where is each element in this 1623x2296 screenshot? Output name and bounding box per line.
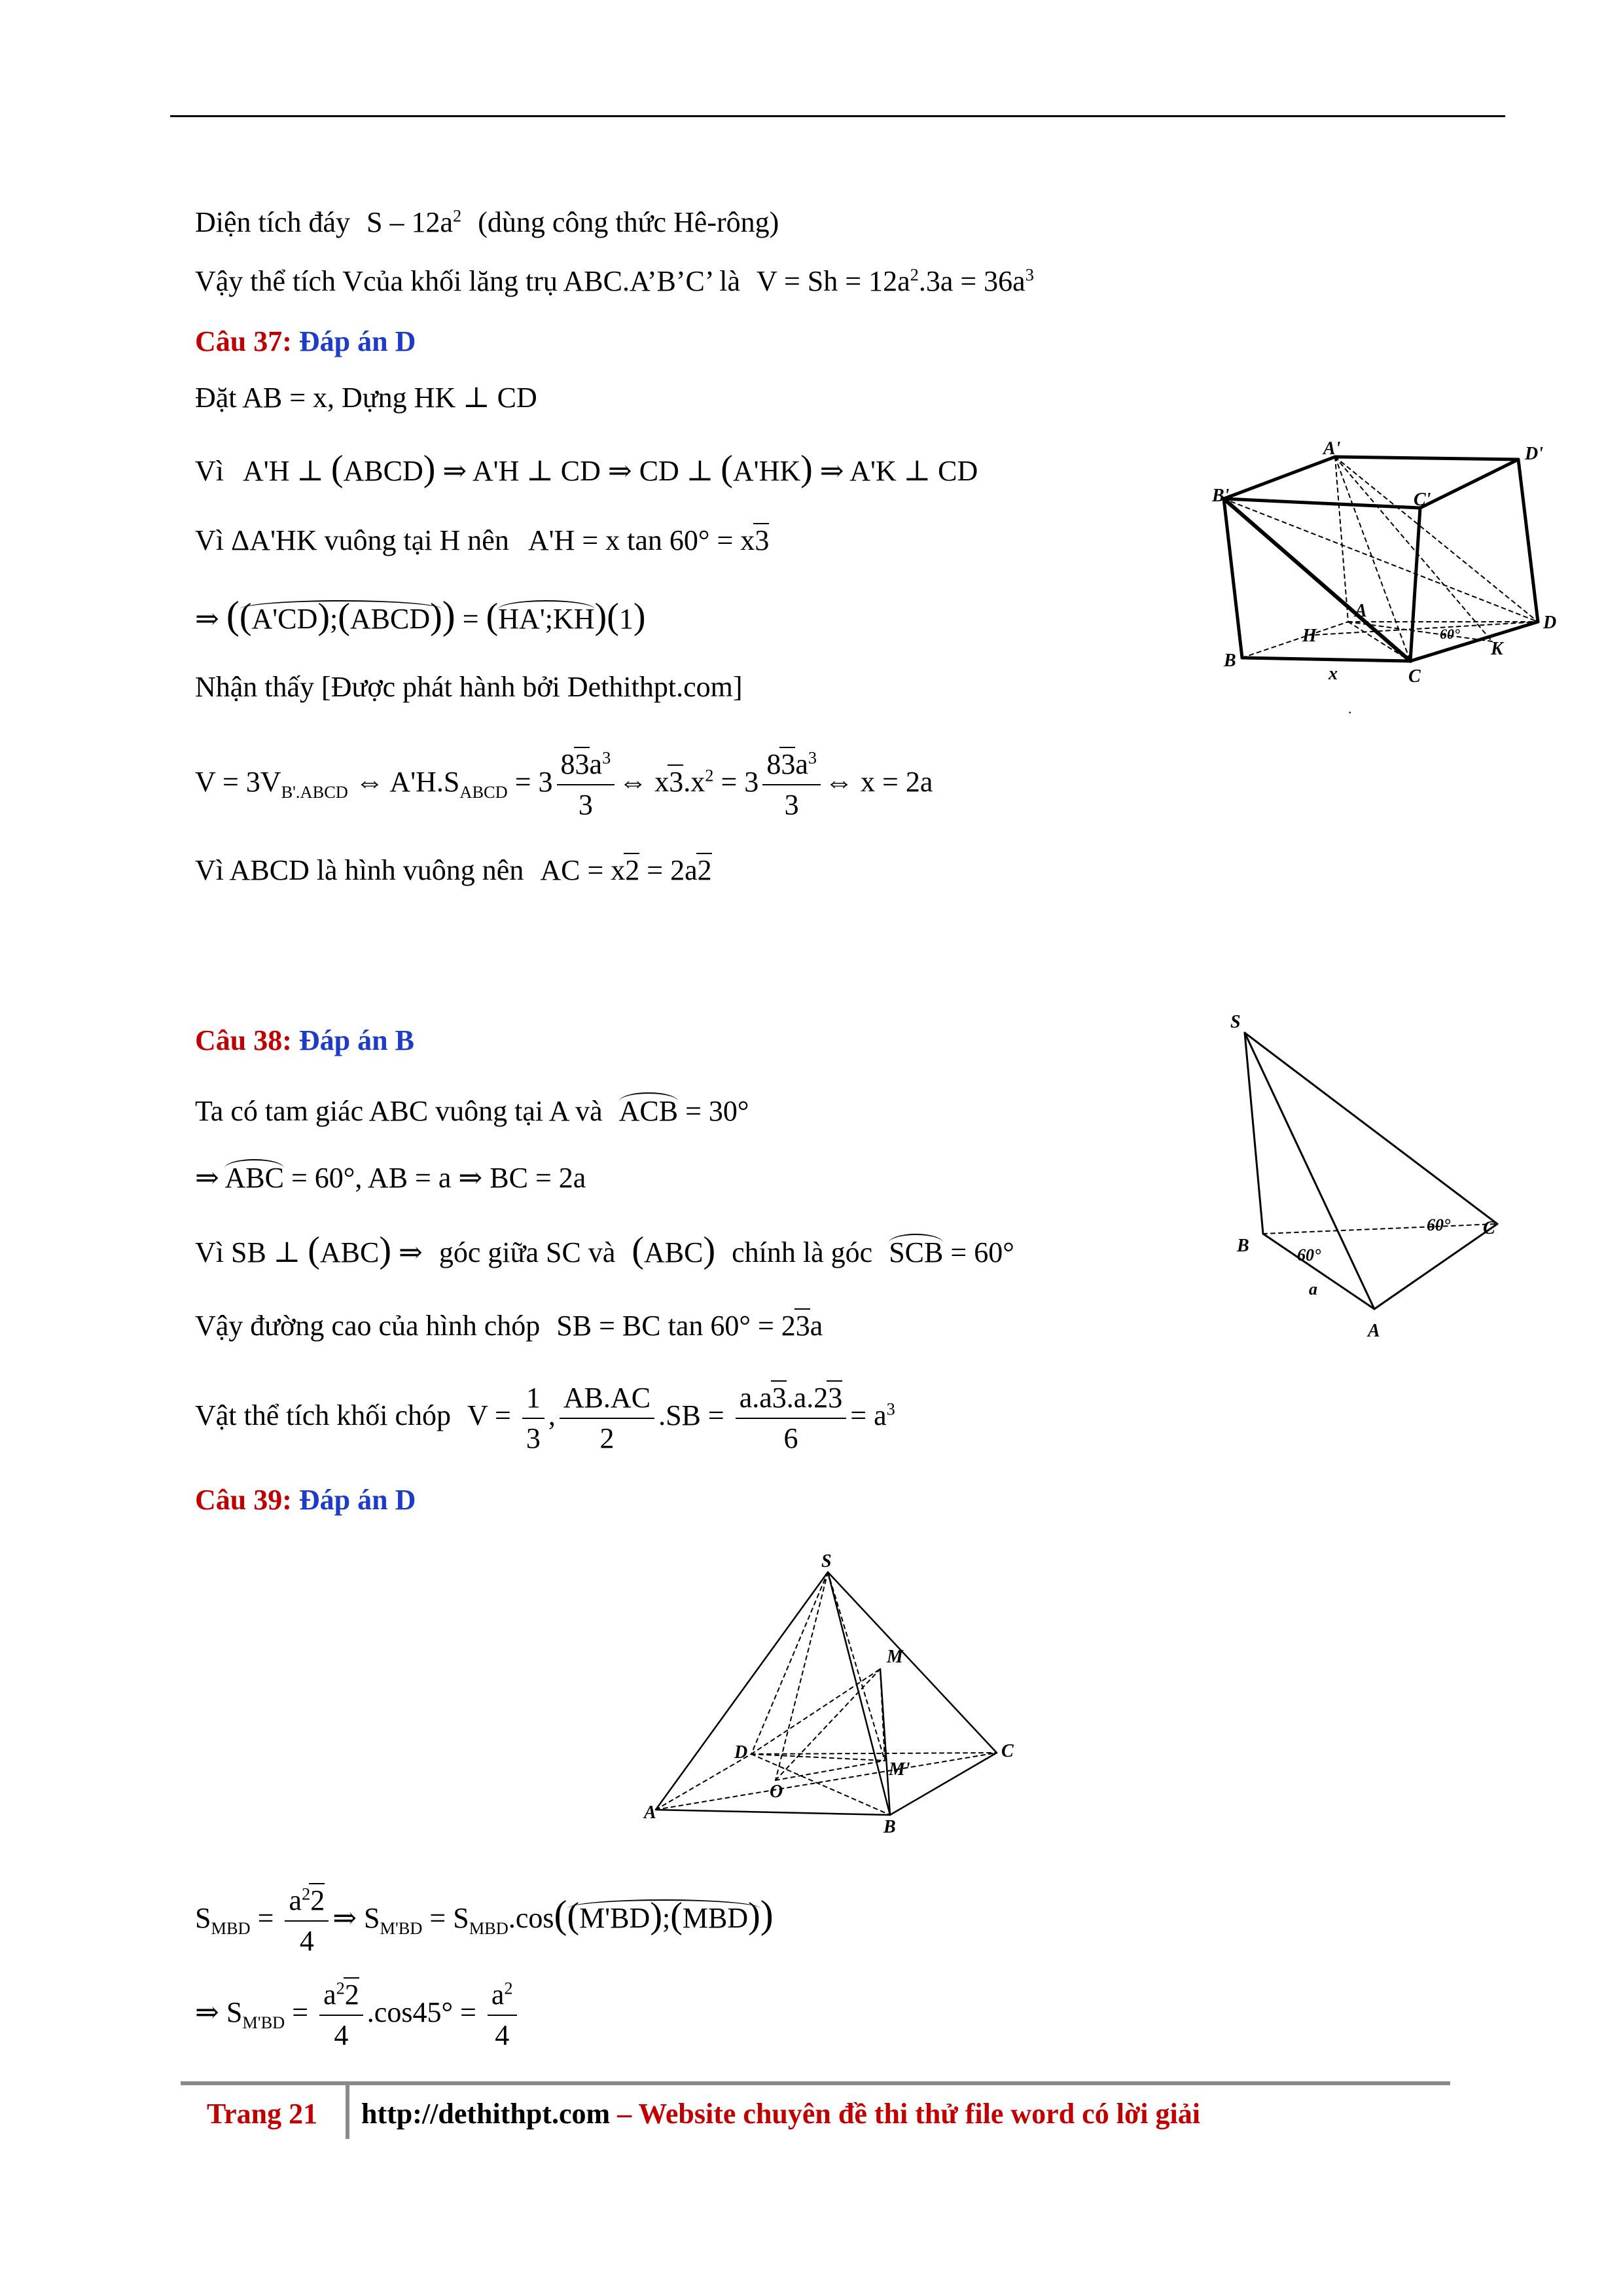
fig38-label-angle-c: 60°	[1427, 1215, 1451, 1234]
q38-line-5-formula: V = $\frac{1}{3}$ , $\frac{AB.AC}{2}$ .SB = $\frac{a.a3.a.23}{6}$ = $a^3$	[467, 1381, 895, 1454]
q37-line-1: Đặt AB = x, Dựng HK ⊥ CD	[195, 382, 537, 414]
fig37-label-b: B	[1224, 651, 1236, 671]
q37-line-3-formula: A'H = x tan 60° = x3	[527, 524, 770, 556]
base-area-label: Diện tích đáy	[195, 206, 351, 238]
fig38-label-s: S	[1230, 1012, 1241, 1032]
volume-formula: $V = Sh = 12a^2.3a = 36a^3$	[757, 264, 1034, 297]
footer-page-label: Trang 21	[207, 2098, 318, 2130]
q37-line-3	[195, 521, 769, 560]
fig37-label-aprime: A'	[1323, 439, 1341, 459]
fig37-label-d: D	[1543, 613, 1557, 633]
figure-38-pyramid	[1217, 1008, 1518, 1355]
volume-line	[195, 262, 1034, 301]
base-area-formula: S – $12a^2$	[366, 206, 462, 238]
question-39-answer: Đáp án D	[298, 1484, 416, 1516]
figure-39-pyramid	[641, 1545, 1021, 1837]
fig37-label-a: A	[1355, 601, 1367, 621]
header-rule	[170, 115, 1505, 117]
q37-line-7	[195, 851, 712, 890]
question-39-heading	[195, 1480, 416, 1520]
fig37-label-h: H	[1302, 626, 1317, 646]
q37-line-7-prefix: Vì ABCD là hình vuông nên	[195, 854, 524, 886]
fig37-label-cprime: C'	[1414, 490, 1431, 510]
q39-line-2: ⇒ $S_{M'BD}$ = $\frac{a^22}{4}$ .cos45° = $\frac{a^2}{4}$	[195, 1970, 521, 2055]
fig37-label-x: x	[1329, 664, 1338, 684]
q38-line-3	[195, 1230, 1014, 1272]
q38-line-3-e: SCB = 60°	[889, 1236, 1014, 1268]
q38-line-5-prefix: Vật thể tích khối chóp	[195, 1399, 452, 1431]
fig37-label-c: C	[1408, 666, 1421, 687]
q37-line-4: ⇒ ((A'CD);(ABCD)) = (HA';KH)(1)	[195, 594, 646, 637]
q37-line-2	[195, 449, 978, 491]
fig39-label-s: S	[821, 1551, 832, 1571]
question-38-answer: Đáp án B	[298, 1024, 414, 1056]
base-area-line	[195, 203, 779, 242]
question-38-title: Câu 38:	[195, 1024, 292, 1056]
fig38-label-a: A	[1368, 1321, 1380, 1341]
footer-tagline: – Website chuyên đề thi thử file word có lời giải	[617, 2098, 1200, 2130]
q37-line-2-prefix: Vì	[195, 455, 224, 487]
footer-url[interactable]: http://dethithpt.com	[361, 2098, 611, 2130]
q39-line-1: $S_{MBD}$ = $\frac{a^22}{4}$ ⇒ $S_{M'BD}$ = $S_{MBD}.\cos((M'BD);(MBD))$	[195, 1884, 774, 1957]
footer-rule	[181, 2081, 1450, 2085]
fig39-label-mprime: M'	[889, 1759, 910, 1780]
q38-line-3-c: (ABC)	[632, 1230, 716, 1270]
fig38-label-c: C	[1483, 1218, 1495, 1238]
base-area-note: (dùng công thức Hê-rông)	[478, 206, 779, 238]
footer-divider	[346, 2085, 349, 2139]
q38-line-3-d: chính là góc	[732, 1236, 873, 1268]
figure-37-prism	[1212, 439, 1571, 720]
q38-line-3-a: Vì SB ⊥ (ABC) ⇒	[195, 1230, 423, 1270]
fig38-label-angle-b: 60°	[1297, 1246, 1321, 1265]
footer-text	[361, 2094, 1200, 2134]
fig39-label-o: O	[770, 1782, 783, 1802]
question-37-answer: Đáp án D	[298, 325, 416, 357]
fig38-label-b: B	[1237, 1236, 1249, 1256]
fig37-label-k: K	[1491, 639, 1503, 659]
fig37-label-dprime: D'	[1525, 444, 1543, 464]
q37-line-3-prefix: Vì ΔA'HK vuông tại H nên	[195, 524, 509, 556]
q38-line-1-formula: ACB = 30°	[619, 1095, 749, 1127]
fig37-label-angle: 60°	[1440, 626, 1460, 642]
question-38-heading	[195, 1021, 414, 1060]
fig39-label-d: D	[734, 1742, 748, 1763]
q38-line-4-prefix: Vậy đường cao của hình chóp	[195, 1310, 541, 1342]
question-37-heading	[195, 322, 416, 361]
q38-line-4	[195, 1306, 823, 1346]
question-39-title: Câu 39:	[195, 1484, 292, 1516]
question-37-title: Câu 37:	[195, 325, 292, 357]
fig38-label-a-length: a	[1309, 1280, 1317, 1299]
q38-line-4-formula: SB = BC tan 60° = 23a	[556, 1310, 823, 1342]
fig37-label-bprime: B'	[1212, 486, 1230, 506]
fig37-dot: .	[1348, 700, 1352, 717]
q38-line-1	[195, 1092, 749, 1131]
q37-line-7-formula: AC = x2 = 2a2	[540, 854, 712, 886]
q37-line-5: Nhận thấy [Được phát hành bởi Dethithpt.com]	[195, 671, 743, 703]
volume-label: Vậy thể tích Vcủa khối lăng trụ ABC.A’B’C’ là	[195, 265, 741, 297]
q38-line-5	[195, 1373, 895, 1458]
q37-line-6: $V = 3V_{B'.ABCD}$ ⇔ $A'H.S_{ABCD} = 3$ $\frac{83a^3}{3}$ ⇔ $x3.x^2 = 3$ $\frac{83a^3}{3}$ ⇔ x = 2a	[195, 747, 933, 821]
fig39-label-m: M	[887, 1647, 903, 1667]
q38-line-2: ⇒ ABC = 60°, AB = a ⇒ BC = 2a	[195, 1158, 586, 1198]
q38-line-1-prefix: Ta có tam giác ABC vuông tại A và	[195, 1095, 603, 1127]
fig39-label-c: C	[1001, 1741, 1014, 1761]
q37-line-2-formula: A'H ⊥ (ABCD) ⇒ A'H ⊥ CD ⇒ CD ⊥ (A'HK) ⇒ A'K ⊥ CD	[243, 448, 978, 489]
fig39-label-a: A	[644, 1803, 656, 1823]
q38-line-3-b: góc giữa SC và	[438, 1236, 616, 1268]
fig39-label-b: B	[883, 1817, 896, 1837]
